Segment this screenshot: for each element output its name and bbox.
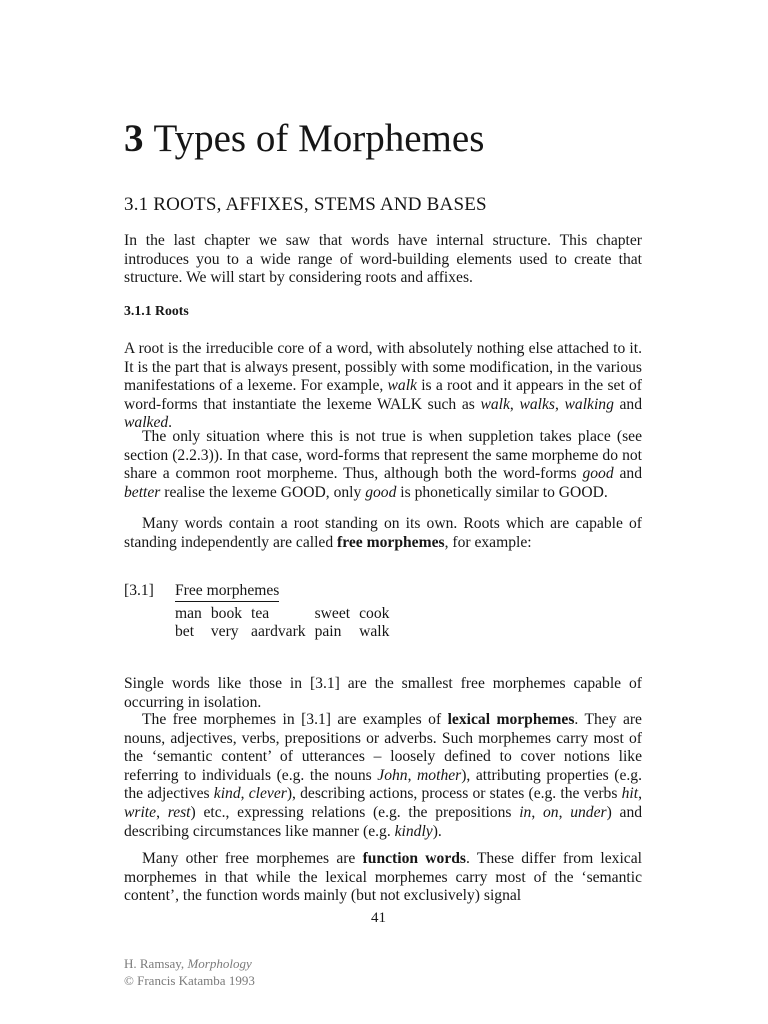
free-morphemes-table xyxy=(175,605,398,641)
subsection-title: 3.1.1 Roots xyxy=(124,303,189,318)
function-words-paragraph: Many other free morphemes are function words. These differ from lexical morphemes in that while the lexical morphemes carry most of the ‘semantic content’, the function words mainly (but not exclusively) signal xyxy=(124,850,642,905)
table-cell: pain xyxy=(314,623,342,640)
page-number: 41 xyxy=(371,910,386,926)
chapter-number: 3 xyxy=(124,117,144,160)
table-cell: very xyxy=(210,623,239,640)
table-cell: cook xyxy=(359,605,390,622)
footer-citation: H. Ramsay, Morphology xyxy=(124,956,252,971)
chapter-title xyxy=(124,116,484,161)
chapter-title-text: Types of Morphemes xyxy=(153,117,485,160)
intro-paragraph: In the last chapter we saw that words have internal structure. This chapter introduces you to a wide range of word-building elements used to create that structure. We will start by considering roots and affixes. xyxy=(124,232,642,287)
table-cell: bet xyxy=(175,623,195,640)
roots-paragraph-2: The only situation where this is not true is when suppletion takes place (see section (2.2.3)). In that case, word-forms that represent the same morpheme do not share a common root morpheme. Thus, although both the word-forms good and better realise the lexeme GOOD, only good is phonetically similar to GOOD. xyxy=(124,428,642,501)
table-row xyxy=(175,623,398,641)
example-heading: Free morphemes xyxy=(175,582,279,602)
table-cell: walk xyxy=(359,623,390,640)
table-cell: sweet xyxy=(314,605,351,622)
section-title: 3.1 ROOTS, AFFIXES, STEMS AND BASES xyxy=(124,194,487,215)
table-row xyxy=(175,605,398,623)
roots-paragraph-3: Many words contain a root standing on its own. Roots which are capable of standing independently are called free morphemes, for example: xyxy=(124,515,642,551)
table-cell: tea xyxy=(251,605,270,622)
table-cell: aardvark xyxy=(251,623,306,640)
footer-copyright: © Francis Katamba 1993 xyxy=(124,973,255,988)
after-example-paragraph-1: Single words like those in [3.1] are the smallest free morphemes capable of occurring in isolation. xyxy=(124,675,642,711)
lexical-morphemes-paragraph: The free morphemes in [3.1] are examples of lexical morphemes. They are nouns, adjectives, verbs, prepositions or adverbs. Such morphemes carry most of the ‘semantic content’ of utterances – loosely defined to cover notions like referring to individuals (e.g. the nouns John, mother), attributing properties (e.g. the adjectives kind, clever), describing actions, process or states (e.g. the verbs hit, write, rest) etc., expressing relations (e.g. the prepositions in, on, under) and describing circumstances like manner (e.g. kindly). xyxy=(124,711,643,840)
table-cell: man xyxy=(175,605,202,622)
example-number: [3.1] xyxy=(124,582,154,599)
footer xyxy=(124,955,255,989)
roots-paragraph-1: A root is the irreducible core of a word, with absolutely nothing else attached to it. It is the part that is always present, possibly with some modification, in the various manifestations of a lexeme. For example, walk is a root and it appears in the set of word-forms that instantiate the lexeme WALK such as walk, walks, walking and walked. xyxy=(124,340,643,432)
table-cell: book xyxy=(210,605,243,622)
